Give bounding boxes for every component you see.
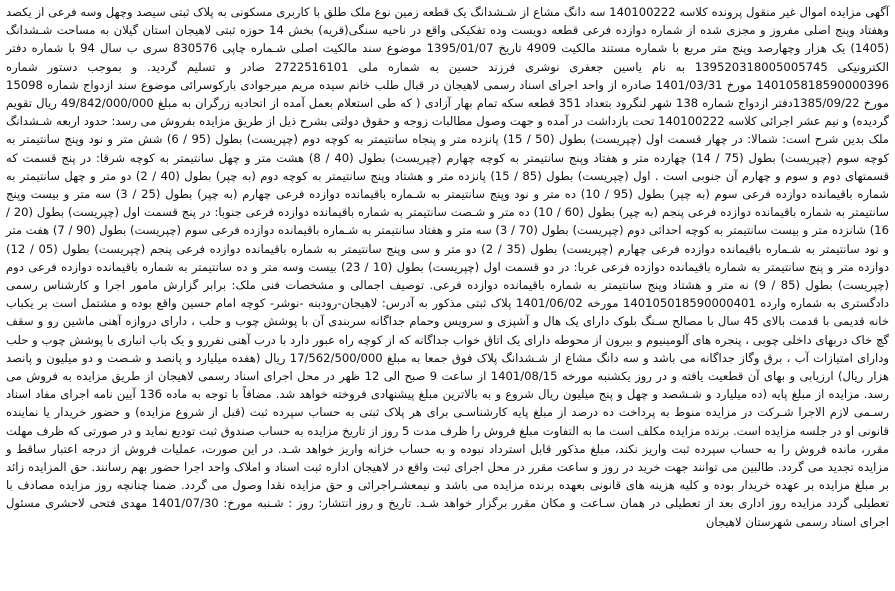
notice-body-text: آگهی مزایده اموال غیر منقول پرونده کلاسه 140100222 سه دانگ مشاع از شـشدانگ یک قطعه زمین نوع ملک طلق با کاربری مسکونی به پلاک ثبتی سیصد وچهل وسه فرعی از یکصد وهفتاد وپنج اصلی مفروز و مجزی شده از شماره دوازده فرعی قطعه دویست وده تفکیکی واقع در ناحیه سنگی(قریه) بخش 14 حوزه ثبتی لاهیجان استان گیلان به مساحت شـشدانگ (1405) یک هزار وچهارصد وپنج متر مربع با شماره مستند مالکیت 4909 تاریخ 1395/01/07 موضوع سند مالکیت اصلی شـماره چاپی 830576 سری ب سال 94 با شماره دفتر الکترونیکی 139520318005005745 به نام یاسین جعفری نوشری فرزند حسین به شماره ملی 2722516101 صادر و تسلیم گردید. و بموجب دستور شماره 140105818590000396 مورخ 1401/03/31 صادره از واحد اجرای اسناد رسمی لاهیجان در قبال طلب خانم سیده مریم میرجوادی بارکوسرائی موضوع سند ازدواج شماره 15098 مورخ 1385/09/22دفتر ازدواج شماره 138 شهر لنگرود بتعداد 351 قطعه سکه تمام بهار آزادی ( که طی استعلام بعمل آمده از اتحادیه زرگران به مبلغ 49/842/000/000 ریال تقویم گردیده) و نیم عشر اجرائی کلاسه 140100222 تحت بازداشت در آمده و جهت وصول مطالبات زوجه و حقوق دولتی بشرح ذیل از طریق مزایده بفروش می رسد: حدود اربعه شـشدانگ ملک بدین شرح است: شمالا: در چهار قسمت اول (چپریست) بطول (50 / 15) پانزده متر و پنجاه سانتیمتر به کوچه دوم (چپریست) بطول (95 / 6) شش متر و نود وپنج سانتیمتر به کوچه سوم (چپریست) بطول (75 / 14) چهارده متر و هفتاد وپنج سانتیمتر به کوچه چهارم (چپریست) بطول (40 / 8) هشت متر و چهل سانتیمتر به کوچه شرقا: در پنج قسمت که قسمتهای دوم و سوم و چهارم آن جنوبی است . اول (چپریست) بطول (85 / 15) پانزده متر و هشتاد وپنج سانتیمتر به کوچه دوم (به چپر) بطول (40 / 2) دو متر و چهل سانتیمتر به شماره باقیمانده دوازده فرعی سوم (به چپر) بطول (95 / 10) ده متر و نود وپنج سانتیمتر به شـماره باقیمانده دوازده فرعی چهارم (به چپر) بطول (25 / 3) سه متر و بیست وپنج سانتیمتر به شماره باقیمانده دوازده فرعی پنجم (به چپر) بطول (60 / 10) ده متر و شـصت سانتیمتر به شماره باقیمانده دوازده فرعی جنوبا: در پنج قسمت اول (چپریست) بطول (20 / 16) شانزده متر و بیست سانتیمتر به کوچه احداثی دوم (چپریست) بطول (70 / 3) سه متر و هفتاد سانتیمتر به شـماره باقیمانده دوازده فرعی سوم (چپریست) بطول (90 / 7) هفت متر و نود سانتیمتر به شـماره باقیمانده دوازده فرعی چهارم (چپریست) بطول (35 / 2) دو متر و سی وپنج سانتیمتر به شماره باقیمانده دوازده فرعی پنجم (چپریست) بطول (05 / 12) دوازده متر و پنج سانتیمتر به شماره باقیمانده دوازده فرعی غربا: در دو قسمت اول (چپریست) بطول (10 / 23) بیست وسه متر و ده سانتیمتر به شماره باقیمانده دوازده فرعی دوم (چپریست) بطول (85 / 9) نه متر و هشتاد وپنج سانتیمتر به شماره باقیمانده دوازده فرعی. توصیف اجمالی و مشخصات فنی ملک: برابر گزارش مامور اجرا و کارشناس رسمی دادگستری به شماره وارده 140105018590000401 مورخه 1401/06/02 پلاک ثبتی مذکور به آدرس: لاهیجان-رودبنه -نوشر- کوچه امام حسین واقع بوده و مشتمل است بر یکباب خانه قدیمی با قدمت بالای 45 سال با مصالح سـنگ بلوک دارای یک هال و آشپزی و سرویس وحمام جداگانه سربندی آن با پوشش چوب و حلب ، دارای دروازه آهنی ماشین رو و سقف گچ خاک دربهای داخلی چوبی ، پنجره های آلومینیوم و بیرون از محوطه دارای یک اتاق خواب جداگانه که از کوچه راه عبور دارد با درب آهنی نفررو و یک باب انباری با پوشش چوب و حلب ودارای امتیازات آب ، برق وگاز جداگانه می باشد و سه دانگ مشاع از شـشدانگ پلاک فوق جمعا به مبلغ 17/562/500/000 ریال (هفده میلیارد و پانصد و شـصت و دو میلیون و پانصد هزار ریال) ارزیابی و بهای آن قطعیت یافته و در روز یکشنبه مورخه 1401/08/15 از ساعت 9 صبح الی 12 ظهر در محل اجرای اسناد رسمی لاهیجان از طریق مزایده به فروش می رسد. مزایده از مبلغ پایه (ده میلیارد و شـشصد و چهل و پنج میلیون ریال شروع و به بالاترین مبلغ پیشنهادی فروخته خواهد شد. مضافاً با توجه به ماده 136 آیین نامه اجرای مفاد اسناد رسـمی لازم الاجرا شـرکت در مزایده منوط به پرداخت ده درصد از مبلغ پایه کارشناسـی برای هر پلاک ثبتی به حساب سپرده ثبت (قبل از شروع مزایده) و حضور خریدار یا نماینده قانونی او در جلسه مزایده است. برنده مزایده مکلف است ما به التفاوت مبلغ فروش را ظرف مدت 5 روز از تاریخ مزایده به حساب صندوق ثبت تودیع نماید و در صورتی که ظرف مهلت مقرر، مانده فروش را به حساب سپرده ثبت واریز نکند، مبلغ مذکور قابل استرداد نبوده و به حساب خزانه واریز خواهد شـد. در این صورت، عملیات فروش از درجه اعتبار ساقط و مزایده تجدید می گردد. طالبین می توانند جهت خرید در روز و ساعت مقرر در محل اجرای ثبت واقع در لاهیجان اداره ثبت اسناد و املاک واحد اجرا حضور بهم رسانند. حق المزایده زائد بر مبلغ مزایده بر عهده خریدار بوده و کلیه هزینه های قانونی بعهده برنده مزایده می باشد و نیمعشـراجرائی و حق مزایده نقدا وصول می گردد. ضمنا چنانچه روز مزایده مصادف با تعطیلی گردد مزایده روز اداری بعد از تعطیلی در همان سـاعت و مکان مقرر برگزار خواهد شـد. تاریخ و روز انتشار: روز : شـنبه مورخ: 1401/07/30 مهدی فتحی لاحشری مسئول اجرای اسناد رسمی شهرستان لاهیجان [6,5,890,529]
